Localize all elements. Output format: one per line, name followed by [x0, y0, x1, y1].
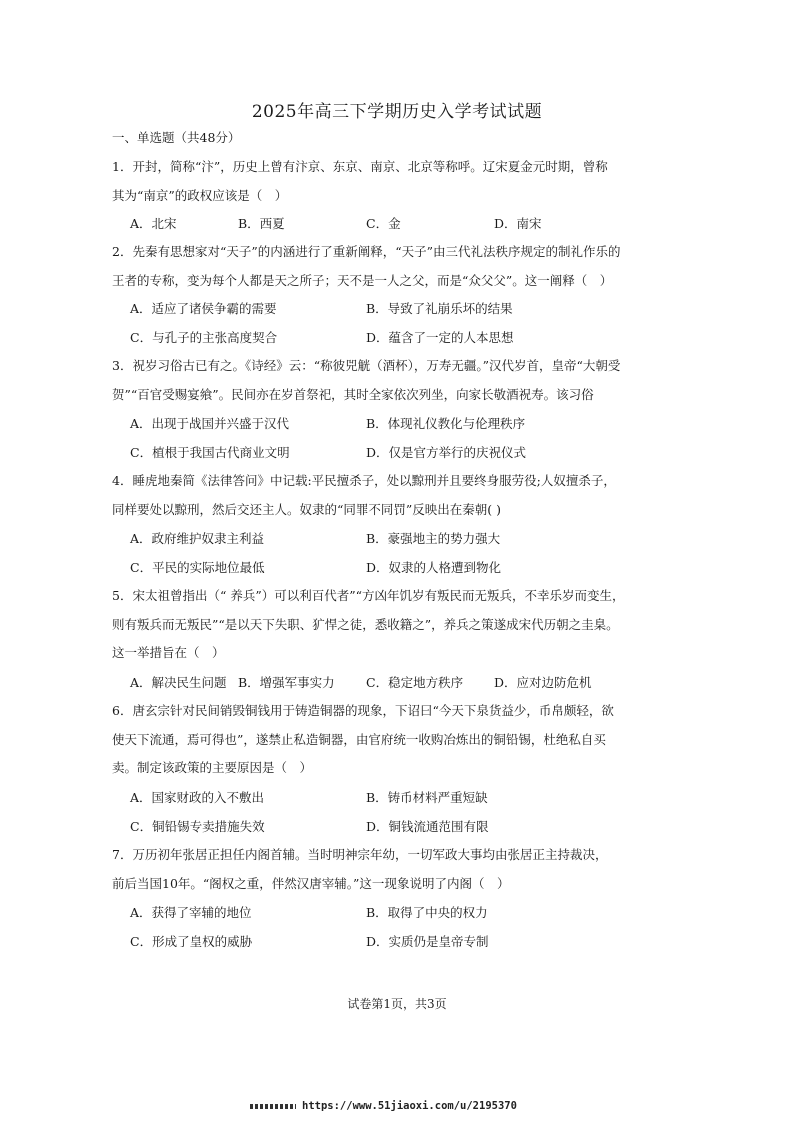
question-6-line-3: 卖。制定该政策的主要原因是（ ） [112, 760, 313, 775]
question-1-line-1: 1．开封，简称“汴”，历史上曾有汴京、东京、南京、北京等称呼。辽宋夏金元时期，曾称 [112, 159, 608, 174]
watermark-logo-icon [250, 1104, 296, 1109]
question-1-option-d: D．南宋 [494, 216, 542, 231]
question-6-option-d: D．铜钱流通范围有限 [366, 819, 489, 834]
question-2-line-2: 王者的专称，变为每个人都是天之所子；天不是一人之父，而是“众父父”。这一阐释（ ） [112, 273, 613, 288]
question-2-line-1: 2．先秦有思想家对“天子”的内涵进行了重新阐释，“天子”由三代礼法秩序规定的制礼作乐的 [112, 244, 621, 259]
question-3-option-c: C．植根于我国古代商业文明 [130, 445, 290, 460]
question-5-line-3: 这一举措旨在（ ） [112, 645, 225, 660]
question-7-option-d: D．实质仍是皇帝专制 [366, 934, 489, 949]
question-5-option-c: C．稳定地方秩序 [366, 675, 464, 690]
question-7-option-b: B．取得了中央的权力 [366, 905, 488, 920]
question-2-option-b: B．导致了礼崩乐坏的结果 [366, 301, 513, 316]
page-title: 2025年高三下学期历史入学考试试题 [251, 102, 543, 122]
question-3-line-2: 贺”“百官受赐宴飨”。民间亦在岁首祭祀，其时全家依次列坐，向家长敬酒祝寿。该习俗 [112, 387, 594, 402]
watermark [250, 1100, 517, 1112]
question-5-option-b: B．增强军事实力 [238, 675, 335, 690]
question-6-option-a: A．国家财政的入不敷出 [130, 790, 265, 805]
question-4-option-a: A．政府维护奴隶主利益 [130, 531, 265, 546]
question-1-line-2: 其为“南京”的政权应该是（ ） [112, 188, 288, 203]
question-3-option-a: A．出现于战国并兴盛于汉代 [130, 416, 290, 431]
question-3-option-b: B．体现礼仪教化与伦理秩序 [366, 416, 526, 431]
question-4-option-c: C．平民的实际地位最低 [130, 560, 265, 575]
question-7-line-1: 7．万历初年张居正担任内阁首辅。当时明神宗年幼，一切军政大事均由张居正主持裁决， [112, 847, 608, 862]
page-footer: 试卷第1页，共3页 [347, 997, 447, 1011]
question-7-option-a: A．获得了宰辅的地位 [130, 905, 252, 920]
question-1-option-b: B．西夏 [238, 216, 285, 231]
question-2-option-a: A．适应了诸侯争霸的需要 [130, 301, 277, 316]
question-1-option-c: C．金 [366, 216, 401, 231]
question-7-line-2: 前后当国10年。“阁权之重，伴然汉唐宰辅。”这一现象说明了内阁（ ） [112, 876, 510, 891]
question-4-line-1: 4．睡虎地秦简《法律答问》中记载:平民擅杀子，处以黥刑并且要终身服劳役;人奴擅杀子， [112, 473, 616, 488]
question-5-line-2: 则有叛兵而无叛民”“是以天下失职、犷悍之徒，悉收籍之”，养兵之策遂成宋代历朝之圭臬。 [112, 617, 619, 632]
question-3-line-1: 3．祝岁习俗古已有之。《诗经》云：“称彼兕觥（酒杯），万寿无疆。”汉代岁首，皇帝“大朝受 [112, 358, 621, 373]
question-1-option-a: A．北宋 [130, 216, 177, 231]
question-5-option-d: D．应对边防危机 [494, 675, 592, 690]
question-6-line-2: 使天下流通，焉可得也”，遂禁止私造铜器，由官府统一收购冶炼出的铜铅锡，杜绝私自买 [112, 732, 606, 747]
question-6-line-1: 6．唐玄宗针对民间销毁铜钱用于铸造铜器的现象，下诏曰“今天下泉货益少，币帛颇轻，欲 [112, 703, 614, 718]
question-6-option-c: C．铜铅锡专卖措施失效 [130, 819, 265, 834]
question-3-option-d: D．仅是官方举行的庆祝仪式 [366, 445, 527, 460]
question-5-line-1: 5．宋太祖曾指出（“ 养兵”）可以利百代者”“方凶年饥岁有叛民而无叛兵，不幸乐岁而变生， [112, 588, 625, 603]
question-2-option-d: D．蕴含了一定的人本思想 [366, 330, 514, 345]
section-heading: 一、单选题（共48分） [112, 130, 241, 145]
question-4-line-2: 同样要处以黥刑，然后交还主人。奴隶的“同罪不同罚”反映出在秦朝( ) [112, 502, 502, 517]
question-6-option-b: B．铸币材料严重短缺 [366, 790, 488, 805]
question-2-option-c: C．与孔子的主张高度契合 [130, 330, 278, 345]
question-5-option-a: A．解决民生问题 [130, 675, 227, 690]
question-4-option-d: D．奴隶的人格遭到物化 [366, 560, 502, 575]
question-7-option-c: C．形成了皇权的威胁 [130, 934, 253, 949]
watermark-url: https://www.51jiaoxi.com/u/2195370 [302, 1100, 517, 1112]
question-4-option-b: B．豪强地主的势力强大 [366, 531, 501, 546]
